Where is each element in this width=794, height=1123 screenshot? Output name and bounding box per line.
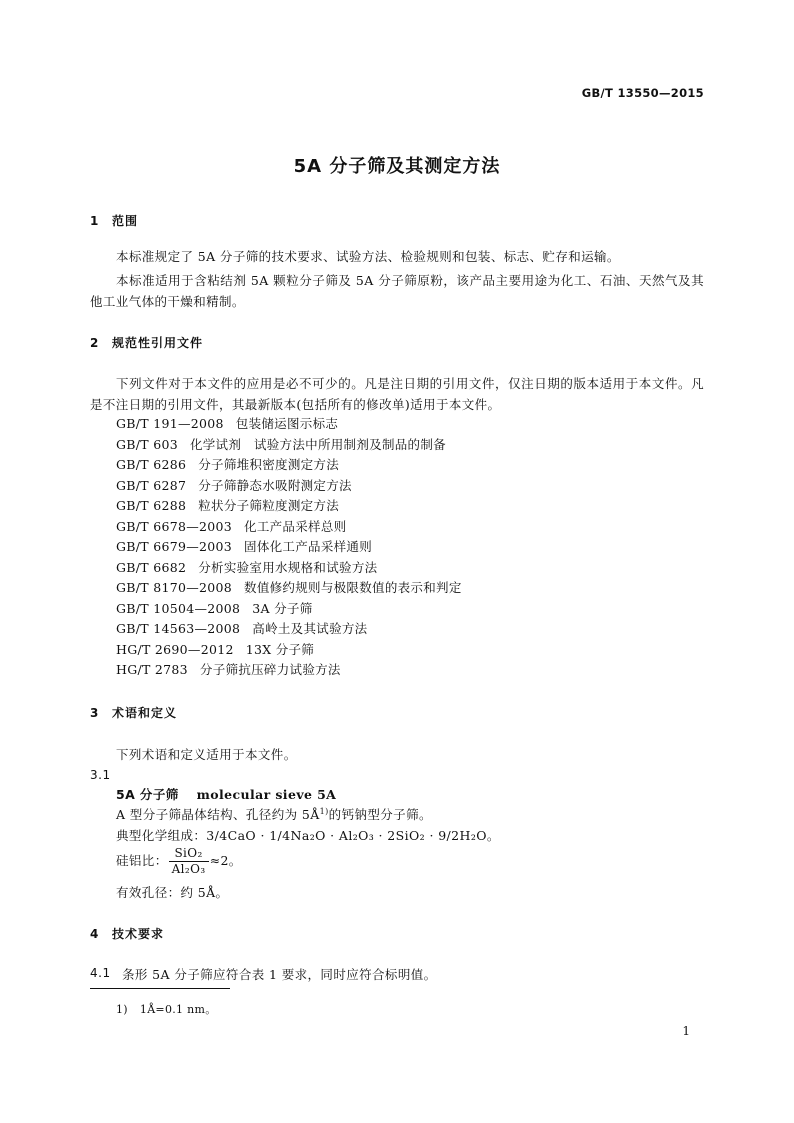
- reference-title: 化学试剂 试验方法中所用制剂及制品的制备: [189, 436, 446, 452]
- section-number: 4: [90, 927, 100, 941]
- footnote-text: 1Å=0.1 nm。: [139, 1003, 217, 1016]
- ratio-value: ≈2。: [209, 853, 242, 868]
- reference-code: GB/T 6679—2003: [116, 539, 233, 554]
- reference-item: [116, 476, 462, 497]
- silica-alumina-ratio: [116, 846, 242, 877]
- reference-title: 高岭土及其试验方法: [252, 621, 368, 636]
- reference-item: [116, 619, 462, 640]
- section-number: 3: [90, 706, 100, 720]
- ratio-denominator: Al₂O₃: [171, 862, 206, 876]
- ratio-numerator: SiO₂: [169, 846, 209, 862]
- section-title: 规范性引用文件: [112, 336, 204, 350]
- reference-title: 固体化工产品采样通则: [244, 539, 373, 554]
- reference-item: [116, 578, 462, 599]
- section-number: 1: [90, 214, 100, 228]
- reference-code: GB/T 6287: [116, 477, 187, 493]
- reference-code: GB/T 10504—2008: [116, 600, 241, 616]
- reference-code: GB/T 8170—2008: [116, 580, 233, 595]
- reference-list: [116, 414, 462, 681]
- section-4-heading: [90, 925, 164, 942]
- reference-item: [116, 435, 462, 456]
- clause-text: 条形 5A 分子筛应符合表 1 要求，同时应符合标明值。: [122, 967, 437, 982]
- reference-code: GB/T 6288: [116, 498, 187, 513]
- footnote-divider: [90, 988, 230, 989]
- reference-code: GB/T 14563—2008: [116, 621, 241, 636]
- reference-item: [116, 517, 462, 538]
- term-english: molecular sieve 5A: [196, 787, 337, 802]
- term-chinese: 5A 分子筛: [116, 787, 179, 802]
- reference-code: GB/T 6682: [116, 559, 187, 575]
- reference-title: 分子筛堆积密度测定方法: [198, 457, 340, 472]
- reference-title: 分子筛抗压碎力试验方法: [199, 662, 341, 677]
- section-3-heading: [90, 704, 177, 721]
- standard-number: GB/T 13550—2015: [581, 86, 704, 100]
- reference-item: [116, 599, 462, 620]
- section-1-heading: [90, 212, 138, 229]
- reference-item: [116, 496, 462, 517]
- reference-item: [116, 558, 462, 579]
- reference-code: GB/T 603: [116, 436, 178, 452]
- footnote-reference: 1): [319, 806, 329, 816]
- chemical-formula: 典型化学组成：3/4CaO · 1/4Na₂O · Al₂O₃ · 2SiO₂ · 9/2H₂O。: [116, 828, 500, 843]
- definition-text-end: 的钙钠型分子筛。: [328, 807, 432, 822]
- footnote-marker: 1): [116, 1003, 128, 1016]
- paragraph: 下列文件对于本文件的应用是必不可少的。凡是注日期的引用文件，仅注日期的版本适用于本文件。凡是不注日期的引用文件，其最新版本(包括所有的修改单)适用于本文件。: [90, 376, 704, 412]
- effective-pore-size: 有效孔径：约 5Å。: [116, 885, 229, 900]
- document-title: 5A 分子筛及其测定方法: [293, 156, 501, 177]
- reference-item: [116, 414, 462, 435]
- reference-item: [116, 455, 462, 476]
- reference-title: 分析实验室用水规格和试验方法: [198, 559, 378, 575]
- reference-title: 13X 分子筛: [245, 641, 315, 657]
- reference-title: 包装储运图示标志: [235, 416, 339, 431]
- ratio-label: 硅铝比：: [116, 853, 168, 868]
- page-number: 1: [682, 1024, 690, 1038]
- definition-text: A 型分子筛晶体结构、孔径约为 5Å: [116, 807, 320, 822]
- reference-code: HG/T 2783: [116, 662, 188, 677]
- ratio-fraction: [169, 846, 209, 877]
- reference-title: 化工产品采样总则: [244, 518, 347, 534]
- reference-item: [116, 537, 462, 558]
- section-title: 术语和定义: [112, 706, 178, 720]
- reference-code: GB/T 6678—2003: [116, 518, 233, 534]
- section-number: 2: [90, 336, 100, 350]
- reference-item: [116, 640, 462, 661]
- section-2-heading: [90, 334, 203, 351]
- reference-item: [116, 660, 462, 681]
- reference-title: 3A 分子筛: [252, 600, 313, 616]
- term-definition: [116, 805, 432, 823]
- clause-number: 4.1: [90, 966, 111, 980]
- reference-title: 数值修约规则与极限数值的表示和判定: [244, 580, 462, 595]
- section-title: 范围: [112, 214, 139, 228]
- footnote: [116, 1001, 217, 1017]
- clause-number: 3.1: [90, 768, 111, 782]
- reference-code: GB/T 191—2008: [116, 416, 224, 431]
- section-intro: 下列术语和定义适用于本文件。: [116, 747, 297, 762]
- term-entry: [116, 785, 336, 803]
- paragraph: 本标准规定了 5A 分子筛的技术要求、试验方法、检验规则和包装、标志、贮存和运输。: [116, 249, 620, 264]
- reference-title: 粒状分子筛粒度测定方法: [198, 498, 340, 513]
- reference-code: GB/T 6286: [116, 457, 187, 472]
- section-title: 技术要求: [112, 927, 165, 941]
- paragraph: 本标准适用于含粘结剂 5A 颗粒分子筛及 5A 分子筛原粉，该产品主要用途为化工、石油、天然气及其他工业气体的干燥和精制。: [90, 273, 704, 309]
- reference-title: 分子筛静态水吸附测定方法: [198, 477, 352, 493]
- reference-code: HG/T 2690—2012: [116, 641, 234, 657]
